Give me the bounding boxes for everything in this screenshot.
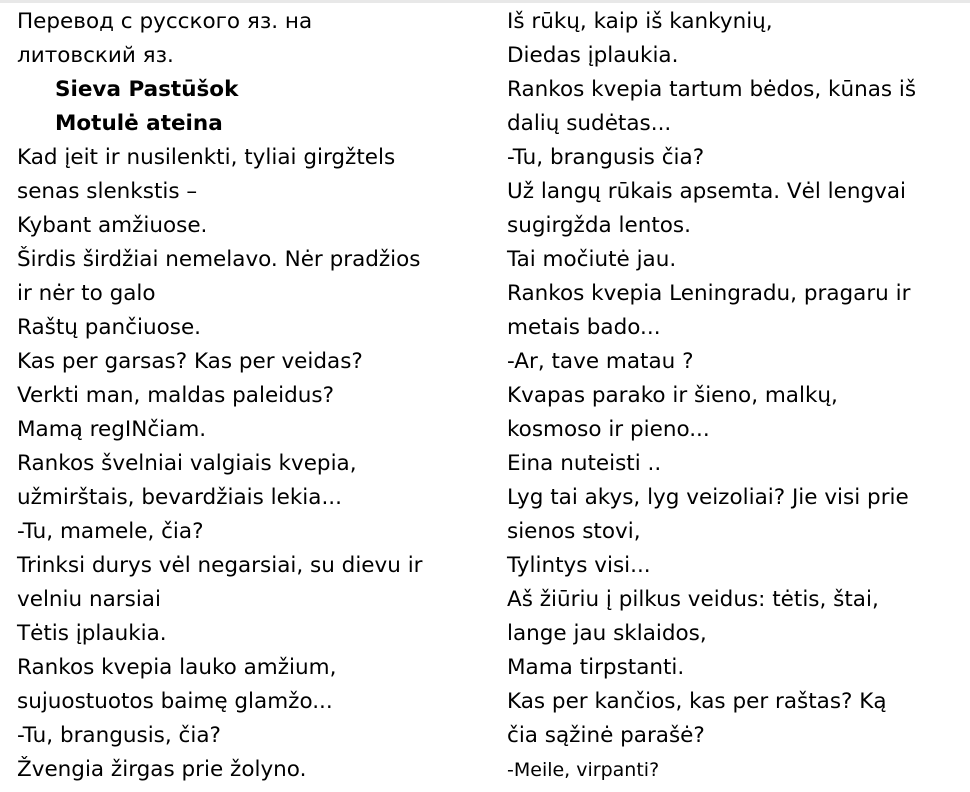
text-line: Kvapas parako ir šieno, malkų,: [507, 383, 838, 408]
text-line: Verkti man, maldas paleidus?: [17, 383, 335, 408]
text-line: sugirgžda lentos.: [507, 213, 691, 238]
text-line: Eina nuteisti ..: [507, 451, 662, 476]
text-line: Motulė ateina: [55, 111, 223, 136]
text-line: Rankos kvepia tartum bėdos, kūnas iš: [507, 77, 917, 102]
text-line: Mama tirpstanti.: [507, 655, 685, 680]
text-line: Rankos kvepia Leningradu, pragaru ir: [507, 281, 911, 306]
text-line: Diedas įplaukia.: [507, 43, 679, 68]
text-line: čia sąžinė parašė?: [507, 723, 705, 748]
text-line: Kad įeit ir nusilenkti, tyliai girgžtels: [17, 145, 396, 170]
text-line: Kas per garsas? Kas per veidas?: [17, 349, 363, 374]
text-line: užmirštais, bevardžiais lekia...: [17, 485, 342, 510]
text-line: -Ar, tave matau ?: [507, 349, 694, 374]
left-column: [17, 5, 487, 787]
text-line: Širdis širdžiai nemelavo. Nėr pradžios: [17, 247, 421, 272]
text-line: Iš rūkų, kaip iš kankynių,: [507, 9, 773, 34]
text-line: -Tu, brangusis čia?: [507, 145, 705, 170]
text-line: Перевод с русского яз. на: [17, 9, 313, 34]
text-line: Už langų rūkais apsemta. Vėl lengvai: [507, 179, 907, 204]
text-line: sienos stovi,: [507, 519, 641, 544]
text-line: Kybant amžiuose.: [17, 213, 208, 238]
text-line: Tylintys visi...: [507, 553, 651, 578]
text-line: ir nėr to galo: [17, 281, 156, 306]
text-line: Sieva Pastūšok: [55, 77, 239, 102]
right-column: [507, 5, 962, 787]
text-line: -Tu, brangusis, čia?: [17, 723, 221, 748]
text-line: Rankos švelniai valgiais kvepia,: [17, 451, 357, 476]
text-line: metais bado...: [507, 315, 661, 340]
text-line: -Meile, virpanti?: [507, 759, 660, 781]
text-line: Raštų pančiuose.: [17, 315, 202, 340]
text-line: Lyg tai akys, lyg veizoliai? Jie visi prie: [507, 485, 909, 510]
text-line: Rankos kvepia lauko amžium,: [17, 655, 337, 680]
top-border: [0, 0, 970, 3]
text-line: Kas per kančios, kas per raštas? Ką: [507, 689, 887, 714]
text-line: Aš žiūriu į pilkus veidus: tėtis, štai,: [507, 587, 879, 612]
text-line: Trinksi durys vėl negarsiai, su dievu ir: [17, 553, 423, 578]
text-line: литовский яз.: [17, 43, 174, 68]
text-line: Žvengia žirgas prie žolyno.: [17, 757, 307, 782]
text-line: -Tu, mamele, čia?: [17, 519, 204, 544]
text-line: Tėtis įplaukia.: [17, 621, 167, 646]
text-line: velniu narsiai: [17, 587, 161, 612]
text-line: Tai močiutė jau.: [507, 247, 677, 272]
text-line: dalių sudėtas...: [507, 111, 672, 136]
text-line: lange jau sklaidos,: [507, 621, 707, 646]
text-line: sujuostuotos baimę glamžo...: [17, 689, 333, 714]
text-line: Mamą regINčiam.: [17, 417, 207, 442]
text-line: kosmoso ir pieno...: [507, 417, 710, 442]
text-line: senas slenkstis –: [17, 179, 198, 204]
